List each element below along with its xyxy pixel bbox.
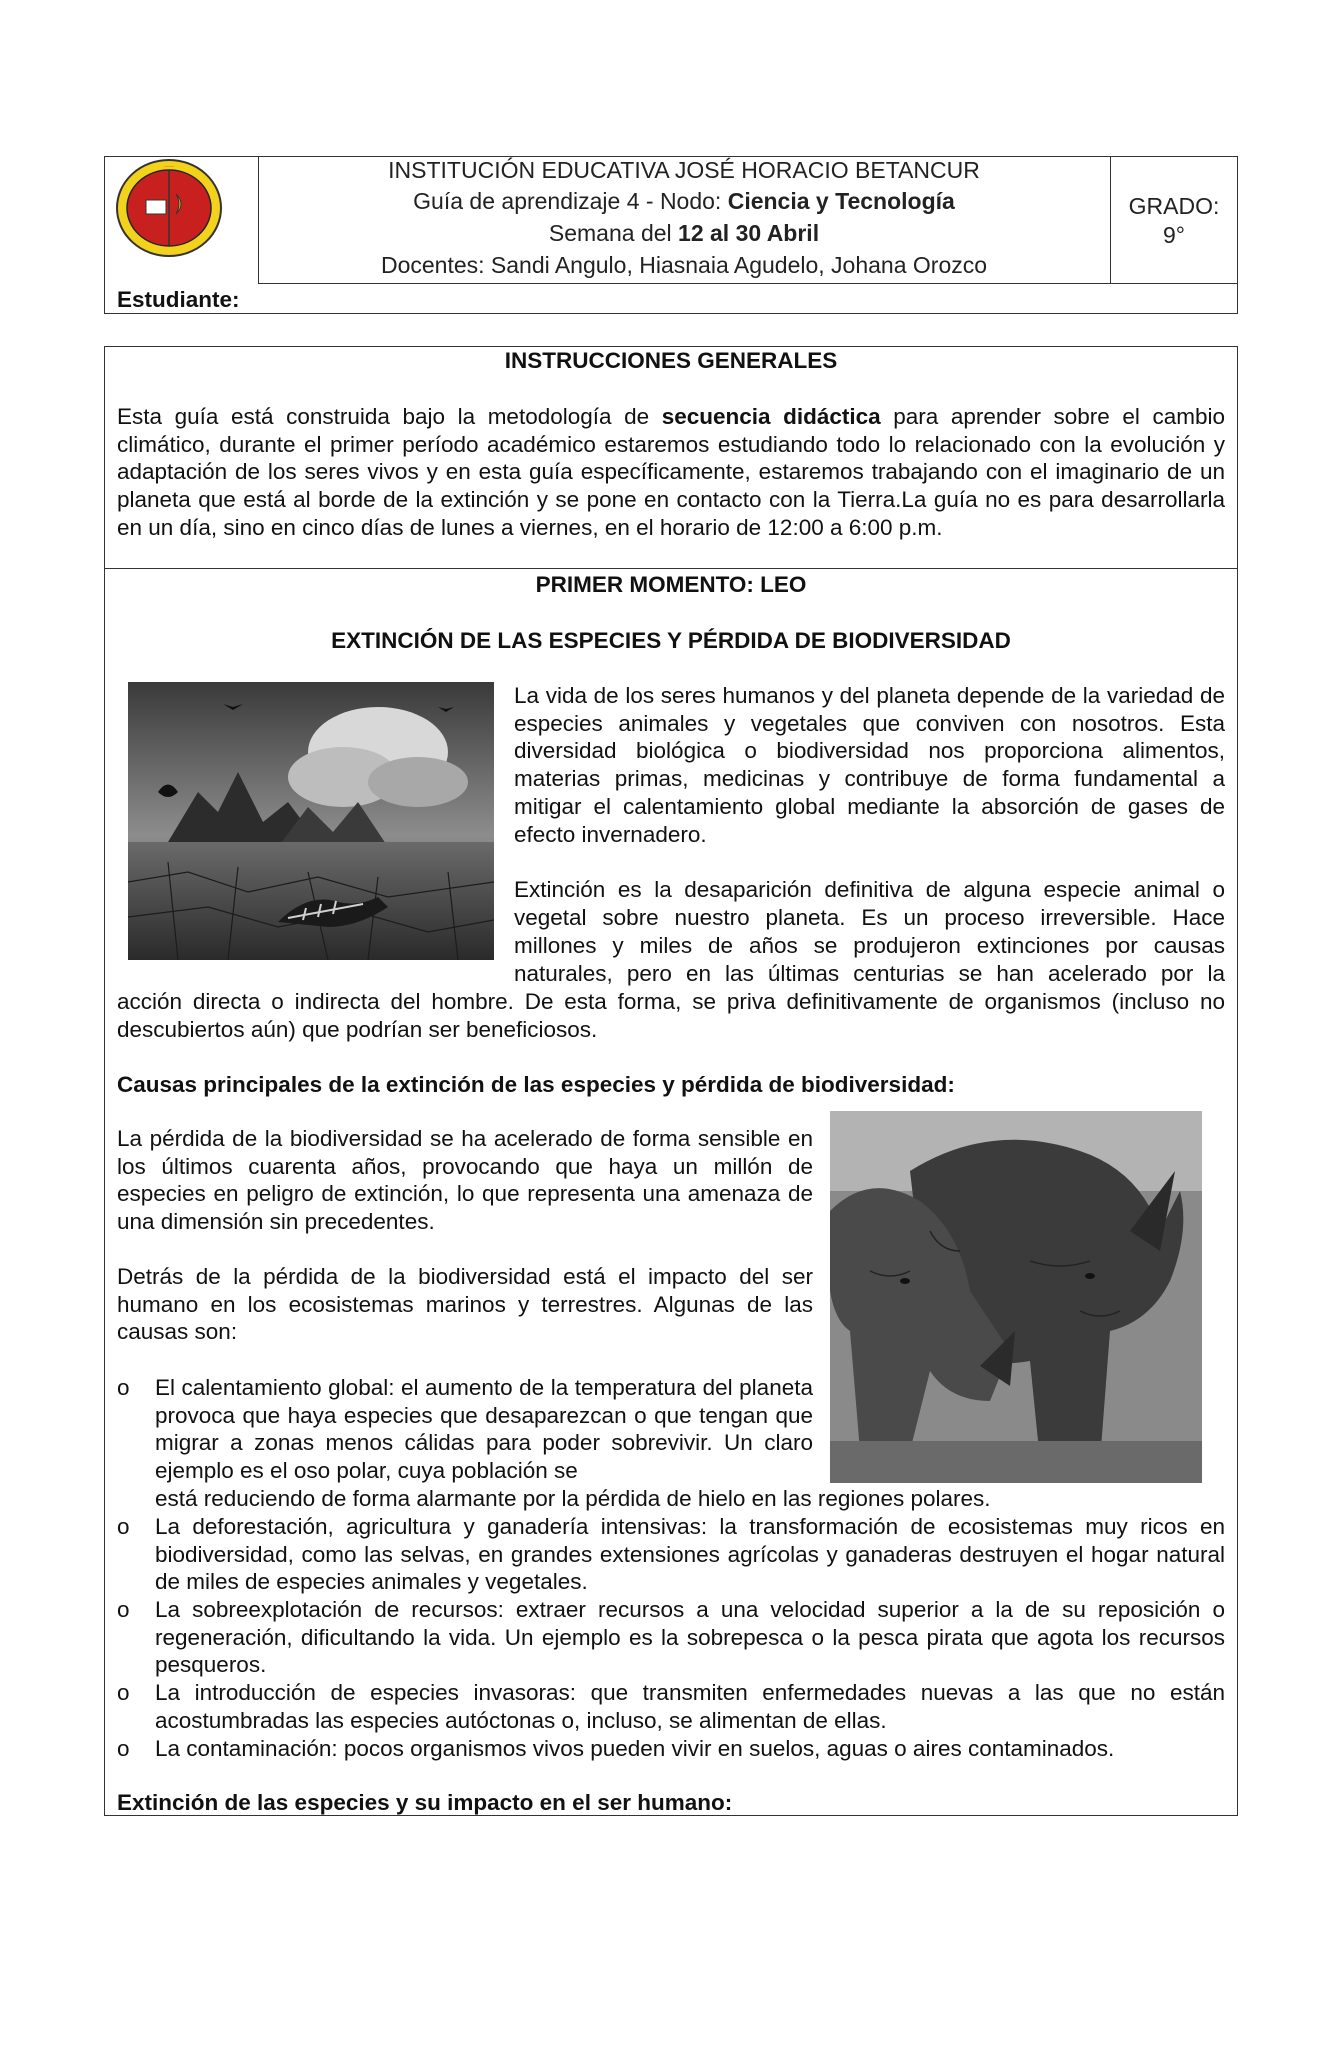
extinction-line-3: millones y miles de años se produjeron extinciones por causas — [514, 933, 1225, 958]
header-divider-bottom — [258, 283, 1238, 284]
instructions-title: INSTRUCCIONES GENERALES — [504, 348, 838, 373]
bullet-global-warming: El calentamiento global: el aumento de la temperatura del planeta provoca que haya especies que desaparezcan o que tengan que migrar a zonas menos cálidas para poder sobrevivir. Un claro ejemplo es el oso polar, cuya población se — [155, 1375, 813, 1484]
causes-paragraph-1: La pérdida de la biodiversidad se ha acelerado de forma sensible en los últimos cuarenta años, provocando que haya un millón de especies en peligro de extinción, lo que representa una amenaza de una dimensión sin precedentes. — [117, 1126, 813, 1235]
institution-name: INSTITUCIÓN EDUCATIVA JOSÉ HORACIO BETANCUR — [388, 157, 980, 183]
bullet-marker-1: o — [117, 1375, 130, 1400]
extinction-landscape-image — [128, 682, 494, 960]
causes-paragraph-2: Detrás de la pérdida de la biodiversidad está el impacto del ser humano en los ecosistemas marinos y terrestres. Algunas de las causas son: — [117, 1264, 813, 1345]
bullet-marker-5: o — [117, 1736, 130, 1761]
section-subtitle: EXTINCIÓN DE LAS ESPECIES Y PÉRDIDA DE BIODIVERSIDAD — [331, 628, 1011, 653]
teachers-line: Docentes: Sandi Angulo, Hiasnaia Agudelo, Johana Orozco — [380, 252, 988, 278]
guide-node: Ciencia y Tecnología — [727, 188, 955, 214]
bullet-pollution: La contaminación: pocos organismos vivos pueden vivir en suelos, aguas o aires contaminados. — [155, 1736, 1115, 1761]
week-prefix: Semana del — [548, 220, 679, 246]
instructions-paragraph: Esta guía está construida bajo la metodología de secuencia didáctica para aprender sobre el cambio climático, durante el primer período académico estaremos estudiando todo lo relacionado con la evolución y adaptación de los seres vivos y en esta guía específicamente, estaremos trabajando con el imaginario de un planeta que está al borde de la extinción y se pone en contacto con la Tierra.La guía no es para desarrollarla en un día, sino en cinco días de lunes a viernes, en el horario de 12:00 a 6:00 p.m. — [117, 404, 1226, 540]
impact-heading: Extinción de las especies y su impacto en el ser humano: — [117, 1790, 733, 1815]
biodiversity-paragraph: La vida de los seres humanos y del planeta depende de la variedad de especies animales y vegetales que conviven con nosotros. Esta diversidad biológica o biodiversidad nos proporciona alimentos, materias primas, medicinas y contribuye de forma fundamental a mitigar el calentamiento global mediante la absorción de gases de efecto invernadero. — [514, 683, 1225, 847]
guide-line — [258, 186, 1110, 216]
guide-prefix: Guía de aprendizaje 4 - Nodo: — [413, 188, 728, 214]
bullet-deforestation: La deforestación, agricultura y ganadería intensivas: la transformación de ecosistemas muy ricos en biodiversidad, como las selvas, en grandes extensiones agrícolas y ganaderas destruyen el hogar natural de miles de especies animales y vegetales. — [155, 1514, 1225, 1595]
instructions-highlight: secuencia didáctica — [661, 404, 881, 429]
causes-heading: Causas principales de la extinción de las especies y pérdida de biodiversidad: — [117, 1072, 955, 1097]
moment-title: PRIMER MOMENTO: LEO — [535, 572, 807, 597]
bullet-marker-3: o — [117, 1597, 130, 1622]
grade-label: GRADO: — [1128, 193, 1220, 219]
instructions-divider — [104, 568, 1238, 569]
student-label: Estudiante: — [117, 287, 240, 312]
bullet-invasive-species: La introducción de especies invasoras: que transmiten enfermedades nuevas a las que no están acostumbradas las especies autóctonas o, incluso, se alimentan de ellas. — [155, 1680, 1225, 1733]
school-logo — [114, 158, 224, 258]
bullet-overexploitation: La sobreexplotación de recursos: extraer recursos a una velocidad superior a la de su reposición o regeneración, dificultando la vida. Un ejemplo es la sobrepesca o la pesca pirata que agota los recursos pesqueros. — [155, 1597, 1225, 1678]
week-dates: 12 al 30 Abril — [678, 220, 820, 246]
extinction-line-1: Extinción es la desaparición definitiva de alguna especie animal o — [514, 877, 1225, 902]
extinction-line-4: naturales, pero en las últimas centurias se han acelerado por la — [514, 961, 1225, 986]
extinction-paragraph-rest: acción directa o indirecta del hombre. De esta forma, se priva definitivamente de organismos (incluso no descubiertos aún) que podrían ser beneficiosos. — [117, 989, 1225, 1042]
week-line — [258, 218, 1110, 248]
bullet-global-warming-cont: está reduciendo de forma alarmante por la pérdida de hielo en las regiones polares. — [155, 1486, 991, 1511]
grade-value: 9° — [1163, 222, 1185, 248]
bullet-marker-2: o — [117, 1514, 130, 1539]
svg-text:·····: ····· — [164, 164, 174, 170]
rhinoceros-image — [830, 1111, 1202, 1483]
extinction-line-2: vegetal sobre nuestro planeta. Es un proceso irreversible. Hace — [514, 905, 1225, 930]
bullet-marker-4: o — [117, 1680, 130, 1705]
